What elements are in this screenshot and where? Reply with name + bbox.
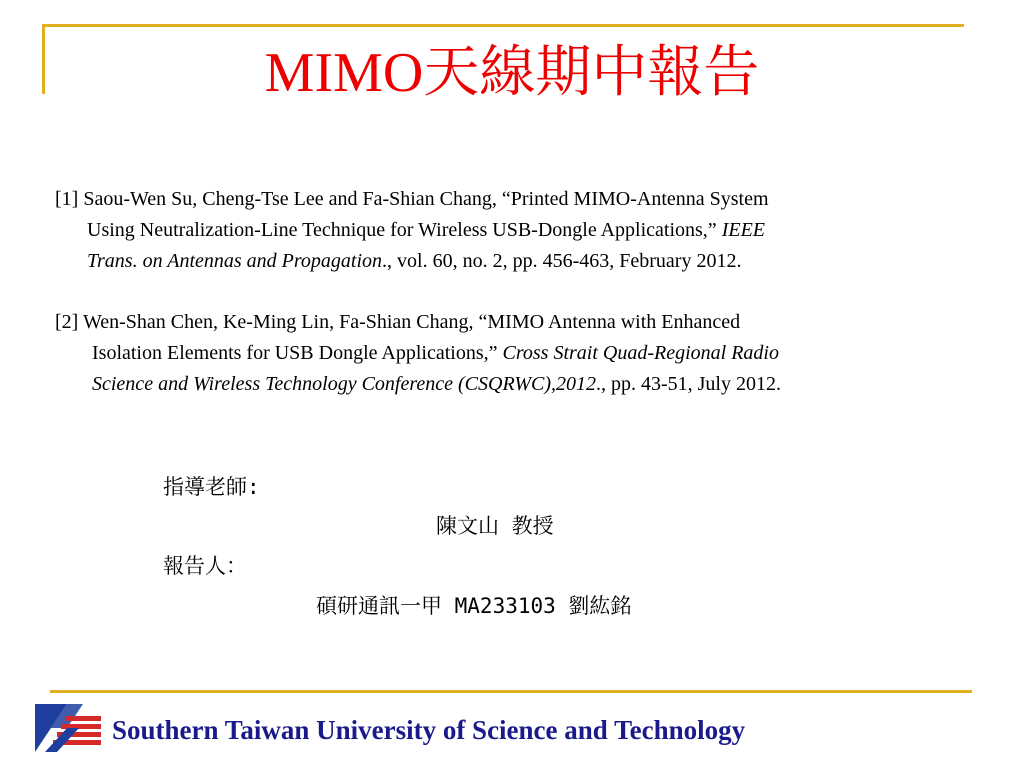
reporter-label: 報告人：	[163, 554, 247, 578]
slide-title: MIMO天線期中報告	[264, 42, 760, 104]
reporter-name: 碩研通訊一甲 MA233103 劉紘銘	[316, 594, 632, 618]
university-name: Southern Taiwan University of Science and Technology	[112, 715, 746, 745]
frame-top-line	[44, 24, 964, 27]
reference-2-line-1: [2] Wen-Shan Chen, Ke-Ming Lin, Fa-Shian Chang, “MIMO Antenna with Enhanced	[55, 311, 741, 333]
reference-1-line-1: [1] Saou-Wen Su, Cheng-Tse Lee and Fa-Shian Chang, “Printed MIMO-Antenna System	[55, 188, 769, 210]
advisor-label: 指導老師:	[163, 475, 260, 499]
reference-2	[55, 307, 985, 400]
university-logo-icon	[27, 702, 105, 754]
reference-2-line-3: Science and Wireless Technology Conference (CSQRWC),2012., pp. 43-51, July 2012.	[92, 373, 781, 395]
footer-divider	[50, 690, 972, 693]
advisor-name: 陳文山 教授	[436, 514, 554, 538]
reference-1-line-2: Using Neutralization-Line Technique for Wireless USB-Dongle Applications,” IEEE	[87, 219, 765, 241]
reference-1	[55, 184, 985, 277]
reference-2-line-2: Isolation Elements for USB Dongle Applications,” Cross Strait Quad-Regional Radio	[92, 342, 779, 364]
references	[55, 184, 985, 430]
reference-1-line-3: Trans. on Antennas and Propagation., vol. 60, no. 2, pp. 456-463, February 2012.	[87, 250, 742, 272]
